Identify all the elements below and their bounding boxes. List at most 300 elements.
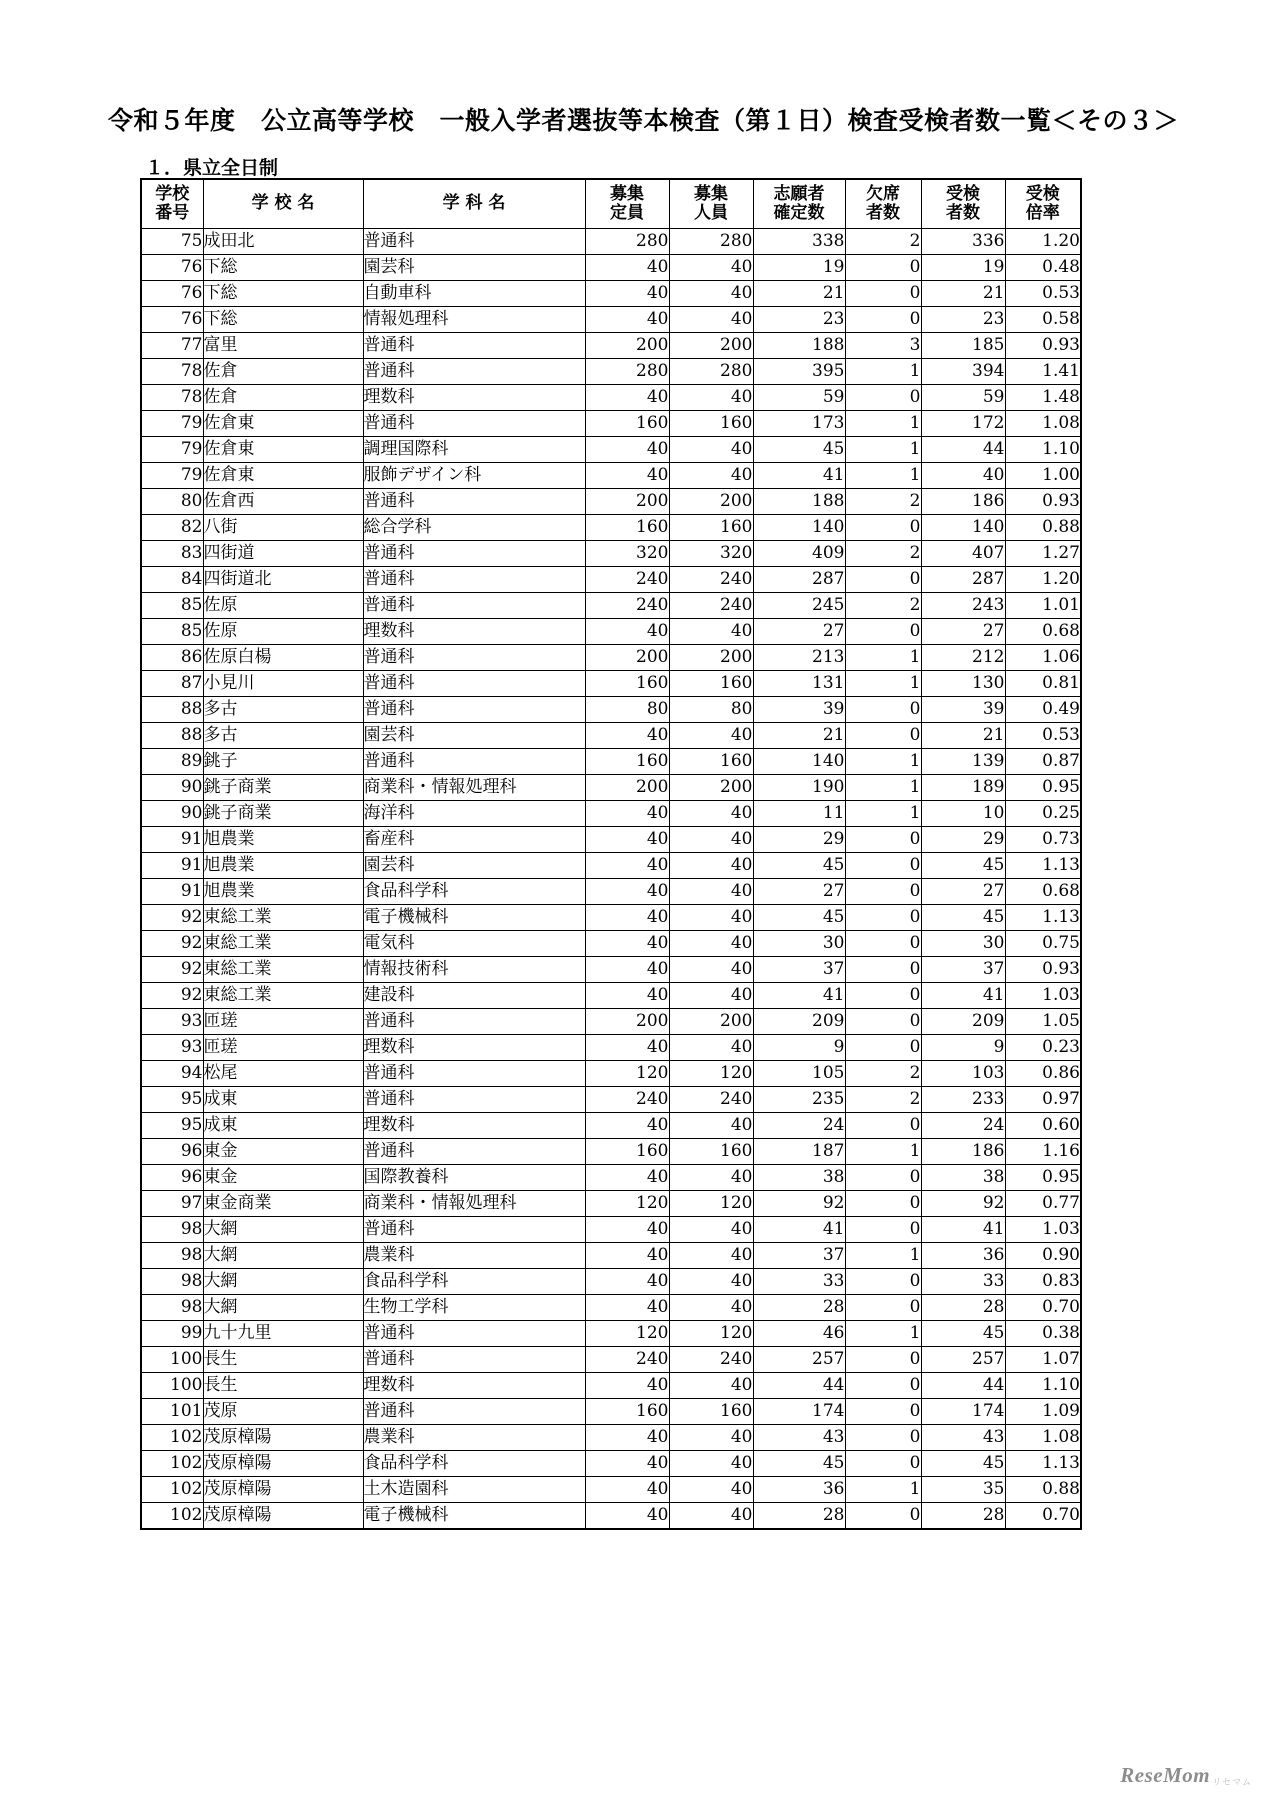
cell-capacity: 40 (669, 1503, 753, 1530)
cell-capacity: 280 (669, 359, 753, 385)
cell-takers: 59 (921, 385, 1005, 411)
table-row (141, 463, 1081, 489)
cell-takers: 10 (921, 801, 1005, 827)
cell-dept-name: 農業科 (363, 1243, 585, 1269)
cell-takers: 37 (921, 957, 1005, 983)
cell-absent: 0 (845, 957, 921, 983)
cell-takers: 21 (921, 723, 1005, 749)
cell-dept-name: 商業科・情報処理科 (363, 775, 585, 801)
cell-applicants: 92 (753, 1191, 845, 1217)
cell-applicants: 21 (753, 281, 845, 307)
cell-school-name: 下総 (203, 281, 363, 307)
cell-school-no: 84 (141, 567, 203, 593)
table-row (141, 723, 1081, 749)
table-row (141, 1503, 1081, 1530)
cell-ratio: 0.93 (1005, 489, 1081, 515)
cell-quota: 40 (585, 879, 669, 905)
cell-quota: 40 (585, 619, 669, 645)
cell-applicants: 37 (753, 957, 845, 983)
cell-dept-name: 園芸科 (363, 853, 585, 879)
cell-ratio: 0.87 (1005, 749, 1081, 775)
cell-capacity: 200 (669, 333, 753, 359)
cell-ratio: 1.07 (1005, 1347, 1081, 1373)
column-header-school-no (141, 179, 203, 229)
cell-school-no: 77 (141, 333, 203, 359)
cell-school-name: 茂原 (203, 1399, 363, 1425)
cell-ratio: 0.95 (1005, 1165, 1081, 1191)
cell-school-name: 佐原白楊 (203, 645, 363, 671)
cell-absent: 0 (845, 1191, 921, 1217)
cell-quota: 200 (585, 775, 669, 801)
exam-results-table (140, 178, 1082, 1530)
cell-ratio: 0.53 (1005, 281, 1081, 307)
cell-ratio: 0.86 (1005, 1061, 1081, 1087)
cell-quota: 80 (585, 697, 669, 723)
cell-dept-name: 普通科 (363, 359, 585, 385)
table-row (141, 1191, 1081, 1217)
cell-applicants: 27 (753, 619, 845, 645)
cell-ratio: 1.03 (1005, 1217, 1081, 1243)
column-header-dept-name (363, 179, 585, 229)
table-row (141, 1477, 1081, 1503)
cell-capacity: 40 (669, 281, 753, 307)
table-row (141, 1009, 1081, 1035)
cell-school-no: 92 (141, 957, 203, 983)
cell-absent: 1 (845, 437, 921, 463)
cell-capacity: 40 (669, 385, 753, 411)
cell-takers: 43 (921, 1425, 1005, 1451)
column-header-absent (845, 179, 921, 229)
cell-takers: 287 (921, 567, 1005, 593)
cell-takers: 38 (921, 1165, 1005, 1191)
cell-quota: 320 (585, 541, 669, 567)
cell-school-no: 88 (141, 697, 203, 723)
cell-absent: 1 (845, 1321, 921, 1347)
cell-quota: 120 (585, 1191, 669, 1217)
cell-takers: 185 (921, 333, 1005, 359)
cell-absent: 1 (845, 359, 921, 385)
cell-school-name: 佐倉 (203, 359, 363, 385)
cell-quota: 40 (585, 983, 669, 1009)
cell-capacity: 40 (669, 905, 753, 931)
cell-school-name: 成田北 (203, 229, 363, 255)
cell-applicants: 173 (753, 411, 845, 437)
cell-school-no: 82 (141, 515, 203, 541)
cell-takers: 45 (921, 905, 1005, 931)
section-heading: １．県立全日制 (145, 157, 279, 179)
table-row (141, 905, 1081, 931)
cell-ratio: 1.10 (1005, 1373, 1081, 1399)
cell-applicants: 45 (753, 437, 845, 463)
cell-dept-name: 電気科 (363, 931, 585, 957)
exam-table-container (140, 178, 1080, 1530)
cell-ratio: 0.73 (1005, 827, 1081, 853)
table-row (141, 1399, 1081, 1425)
cell-capacity: 40 (669, 1477, 753, 1503)
cell-applicants: 44 (753, 1373, 845, 1399)
cell-ratio: 0.88 (1005, 1477, 1081, 1503)
cell-ratio: 0.83 (1005, 1269, 1081, 1295)
cell-school-no: 80 (141, 489, 203, 515)
table-row (141, 515, 1081, 541)
cell-school-no: 85 (141, 593, 203, 619)
cell-capacity: 40 (669, 1373, 753, 1399)
cell-takers: 23 (921, 307, 1005, 333)
cell-capacity: 40 (669, 1217, 753, 1243)
cell-school-name: 佐原 (203, 593, 363, 619)
cell-dept-name: 普通科 (363, 411, 585, 437)
cell-ratio: 0.93 (1005, 957, 1081, 983)
cell-takers: 35 (921, 1477, 1005, 1503)
cell-ratio: 0.53 (1005, 723, 1081, 749)
cell-school-no: 102 (141, 1477, 203, 1503)
cell-takers: 33 (921, 1269, 1005, 1295)
cell-dept-name: 普通科 (363, 671, 585, 697)
cell-school-name: 四街道北 (203, 567, 363, 593)
cell-dept-name: 情報処理科 (363, 307, 585, 333)
cell-ratio: 0.81 (1005, 671, 1081, 697)
table-row (141, 1035, 1081, 1061)
cell-capacity: 120 (669, 1191, 753, 1217)
cell-applicants: 287 (753, 567, 845, 593)
cell-school-no: 83 (141, 541, 203, 567)
cell-ratio: 0.49 (1005, 697, 1081, 723)
cell-takers: 257 (921, 1347, 1005, 1373)
cell-ratio: 1.20 (1005, 229, 1081, 255)
cell-ratio: 0.70 (1005, 1295, 1081, 1321)
cell-school-no: 95 (141, 1087, 203, 1113)
cell-applicants: 395 (753, 359, 845, 385)
cell-quota: 120 (585, 1061, 669, 1087)
cell-takers: 28 (921, 1295, 1005, 1321)
cell-capacity: 40 (669, 255, 753, 281)
cell-capacity: 40 (669, 1113, 753, 1139)
cell-takers: 39 (921, 697, 1005, 723)
cell-school-name: 佐倉東 (203, 463, 363, 489)
cell-capacity: 240 (669, 567, 753, 593)
cell-applicants: 59 (753, 385, 845, 411)
cell-quota: 40 (585, 281, 669, 307)
cell-absent: 2 (845, 541, 921, 567)
table-row (141, 775, 1081, 801)
cell-absent: 0 (845, 619, 921, 645)
cell-dept-name: 食品科学科 (363, 1451, 585, 1477)
cell-capacity: 280 (669, 229, 753, 255)
cell-absent: 1 (845, 1243, 921, 1269)
table-row (141, 853, 1081, 879)
column-header-takers (921, 179, 1005, 229)
cell-capacity: 200 (669, 489, 753, 515)
cell-dept-name: 普通科 (363, 489, 585, 515)
column-header-absent-line2: 者数 (866, 203, 900, 223)
cell-dept-name: 畜産科 (363, 827, 585, 853)
cell-absent: 1 (845, 671, 921, 697)
cell-school-name: 銚子 (203, 749, 363, 775)
cell-dept-name: 生物工学科 (363, 1295, 585, 1321)
cell-quota: 40 (585, 1451, 669, 1477)
table-row (141, 229, 1081, 255)
cell-dept-name: 普通科 (363, 333, 585, 359)
cell-absent: 0 (845, 1399, 921, 1425)
cell-ratio: 1.08 (1005, 1425, 1081, 1451)
cell-applicants: 46 (753, 1321, 845, 1347)
cell-ratio: 1.06 (1005, 645, 1081, 671)
column-header-ratio-line2: 倍率 (1025, 203, 1060, 223)
cell-quota: 200 (585, 333, 669, 359)
cell-dept-name: 普通科 (363, 593, 585, 619)
cell-takers: 45 (921, 1451, 1005, 1477)
cell-quota: 40 (585, 385, 669, 411)
cell-dept-name: 服飾デザイン科 (363, 463, 585, 489)
cell-quota: 120 (585, 1321, 669, 1347)
cell-quota: 40 (585, 723, 669, 749)
cell-school-no: 93 (141, 1009, 203, 1035)
cell-ratio: 0.25 (1005, 801, 1081, 827)
cell-applicants: 235 (753, 1087, 845, 1113)
cell-quota: 240 (585, 1347, 669, 1373)
cell-capacity: 40 (669, 983, 753, 1009)
cell-school-no: 93 (141, 1035, 203, 1061)
cell-quota: 40 (585, 1425, 669, 1451)
cell-school-no: 99 (141, 1321, 203, 1347)
cell-capacity: 40 (669, 307, 753, 333)
cell-applicants: 140 (753, 515, 845, 541)
cell-absent: 0 (845, 1035, 921, 1061)
cell-capacity: 240 (669, 1087, 753, 1113)
table-row (141, 1113, 1081, 1139)
cell-quota: 160 (585, 749, 669, 775)
table-row (141, 1243, 1081, 1269)
cell-school-no: 88 (141, 723, 203, 749)
cell-quota: 40 (585, 1477, 669, 1503)
cell-school-no: 92 (141, 905, 203, 931)
cell-applicants: 409 (753, 541, 845, 567)
cell-capacity: 40 (669, 463, 753, 489)
cell-school-no: 76 (141, 281, 203, 307)
cell-capacity: 200 (669, 775, 753, 801)
cell-school-no: 78 (141, 385, 203, 411)
table-row (141, 957, 1081, 983)
cell-quota: 200 (585, 1009, 669, 1035)
cell-absent: 0 (845, 1009, 921, 1035)
cell-takers: 243 (921, 593, 1005, 619)
cell-school-no: 102 (141, 1451, 203, 1477)
column-header-school-name-line1: 学 校 名 (251, 193, 315, 214)
cell-school-no: 98 (141, 1243, 203, 1269)
cell-quota: 200 (585, 645, 669, 671)
cell-capacity: 40 (669, 853, 753, 879)
cell-school-name: 大網 (203, 1269, 363, 1295)
column-header-absent-line1: 欠席 (866, 183, 900, 204)
cell-school-no: 79 (141, 463, 203, 489)
cell-takers: 189 (921, 775, 1005, 801)
table-row (141, 437, 1081, 463)
cell-dept-name: 普通科 (363, 1139, 585, 1165)
column-header-quota-line1: 募集 (610, 183, 644, 204)
table-row (141, 1139, 1081, 1165)
cell-absent: 0 (845, 307, 921, 333)
cell-absent: 1 (845, 775, 921, 801)
cell-dept-name: 普通科 (363, 749, 585, 775)
cell-school-no: 87 (141, 671, 203, 697)
cell-ratio: 0.70 (1005, 1503, 1081, 1530)
cell-absent: 0 (845, 853, 921, 879)
cell-school-no: 89 (141, 749, 203, 775)
table-row (141, 1217, 1081, 1243)
cell-absent: 0 (845, 1347, 921, 1373)
cell-ratio: 0.95 (1005, 775, 1081, 801)
cell-quota: 160 (585, 1399, 669, 1425)
cell-applicants: 257 (753, 1347, 845, 1373)
table-row (141, 333, 1081, 359)
cell-school-no: 91 (141, 853, 203, 879)
cell-capacity: 160 (669, 749, 753, 775)
cell-dept-name: 普通科 (363, 1399, 585, 1425)
cell-applicants: 188 (753, 333, 845, 359)
cell-school-no: 100 (141, 1347, 203, 1373)
cell-applicants: 187 (753, 1139, 845, 1165)
cell-dept-name: 総合学科 (363, 515, 585, 541)
cell-takers: 28 (921, 1503, 1005, 1530)
cell-ratio: 1.08 (1005, 411, 1081, 437)
cell-school-no: 94 (141, 1061, 203, 1087)
cell-takers: 209 (921, 1009, 1005, 1035)
cell-school-no: 90 (141, 801, 203, 827)
column-header-quota-line2: 定員 (610, 203, 644, 223)
cell-school-name: 茂原樟陽 (203, 1503, 363, 1530)
cell-takers: 212 (921, 645, 1005, 671)
cell-capacity: 40 (669, 957, 753, 983)
cell-absent: 1 (845, 801, 921, 827)
cell-school-name: 茂原樟陽 (203, 1451, 363, 1477)
table-row (141, 619, 1081, 645)
cell-quota: 40 (585, 905, 669, 931)
column-header-school-no-line2: 番号 (155, 203, 190, 223)
cell-capacity: 160 (669, 671, 753, 697)
cell-absent: 2 (845, 229, 921, 255)
cell-takers: 36 (921, 1243, 1005, 1269)
cell-school-name: 四街道 (203, 541, 363, 567)
cell-takers: 130 (921, 671, 1005, 697)
cell-quota: 240 (585, 593, 669, 619)
cell-absent: 0 (845, 1503, 921, 1530)
cell-ratio: 0.68 (1005, 619, 1081, 645)
cell-absent: 1 (845, 645, 921, 671)
table-row (141, 1425, 1081, 1451)
cell-applicants: 38 (753, 1165, 845, 1191)
cell-school-name: 佐倉東 (203, 411, 363, 437)
table-row (141, 541, 1081, 567)
cell-quota: 160 (585, 1139, 669, 1165)
cell-school-name: 東総工業 (203, 983, 363, 1009)
column-header-capacity (669, 179, 753, 229)
cell-capacity: 160 (669, 1139, 753, 1165)
cell-capacity: 40 (669, 723, 753, 749)
table-row (141, 385, 1081, 411)
cell-quota: 280 (585, 359, 669, 385)
cell-dept-name: 理数科 (363, 385, 585, 411)
cell-capacity: 40 (669, 619, 753, 645)
cell-quota: 200 (585, 489, 669, 515)
cell-dept-name: 農業科 (363, 1425, 585, 1451)
cell-applicants: 213 (753, 645, 845, 671)
cell-dept-name: 普通科 (363, 645, 585, 671)
cell-ratio: 1.41 (1005, 359, 1081, 385)
cell-capacity: 40 (669, 1269, 753, 1295)
cell-school-no: 86 (141, 645, 203, 671)
cell-takers: 186 (921, 489, 1005, 515)
cell-absent: 1 (845, 1477, 921, 1503)
cell-dept-name: 普通科 (363, 1087, 585, 1113)
cell-capacity: 40 (669, 1035, 753, 1061)
cell-dept-name: 電子機械科 (363, 1503, 585, 1530)
cell-dept-name: 普通科 (363, 1321, 585, 1347)
table-row (141, 671, 1081, 697)
cell-school-name: 旭農業 (203, 853, 363, 879)
cell-quota: 280 (585, 229, 669, 255)
cell-quota: 40 (585, 1503, 669, 1530)
cell-school-name: 銚子商業 (203, 801, 363, 827)
cell-quota: 40 (585, 1373, 669, 1399)
cell-applicants: 338 (753, 229, 845, 255)
cell-applicants: 41 (753, 983, 845, 1009)
cell-ratio: 1.48 (1005, 385, 1081, 411)
cell-takers: 186 (921, 1139, 1005, 1165)
cell-absent: 0 (845, 1269, 921, 1295)
cell-school-name: 長生 (203, 1373, 363, 1399)
cell-ratio: 1.27 (1005, 541, 1081, 567)
cell-quota: 40 (585, 1035, 669, 1061)
cell-school-no: 76 (141, 307, 203, 333)
cell-dept-name: 普通科 (363, 1347, 585, 1373)
cell-ratio: 1.03 (1005, 983, 1081, 1009)
cell-school-no: 79 (141, 437, 203, 463)
cell-school-name: 多古 (203, 697, 363, 723)
column-header-takers-line1: 受検 (946, 183, 980, 204)
cell-quota: 40 (585, 463, 669, 489)
cell-absent: 0 (845, 983, 921, 1009)
cell-takers: 140 (921, 515, 1005, 541)
cell-applicants: 24 (753, 1113, 845, 1139)
cell-school-name: 東金 (203, 1139, 363, 1165)
cell-capacity: 120 (669, 1061, 753, 1087)
cell-dept-name: 理数科 (363, 1113, 585, 1139)
cell-quota: 240 (585, 1087, 669, 1113)
cell-quota: 40 (585, 255, 669, 281)
cell-applicants: 45 (753, 853, 845, 879)
cell-takers: 27 (921, 879, 1005, 905)
cell-quota: 40 (585, 801, 669, 827)
cell-quota: 40 (585, 1269, 669, 1295)
cell-dept-name: 国際教養科 (363, 1165, 585, 1191)
cell-capacity: 40 (669, 1425, 753, 1451)
cell-applicants: 140 (753, 749, 845, 775)
cell-takers: 174 (921, 1399, 1005, 1425)
cell-school-name: 匝瑳 (203, 1009, 363, 1035)
cell-school-no: 85 (141, 619, 203, 645)
cell-school-no: 90 (141, 775, 203, 801)
cell-quota: 40 (585, 1243, 669, 1269)
table-row (141, 1373, 1081, 1399)
cell-absent: 2 (845, 1061, 921, 1087)
cell-capacity: 200 (669, 645, 753, 671)
cell-capacity: 120 (669, 1321, 753, 1347)
cell-ratio: 0.88 (1005, 515, 1081, 541)
cell-school-name: 大網 (203, 1243, 363, 1269)
cell-ratio: 1.16 (1005, 1139, 1081, 1165)
column-header-takers-line2: 者数 (946, 203, 980, 223)
column-header-capacity-line1: 募集 (694, 183, 728, 204)
